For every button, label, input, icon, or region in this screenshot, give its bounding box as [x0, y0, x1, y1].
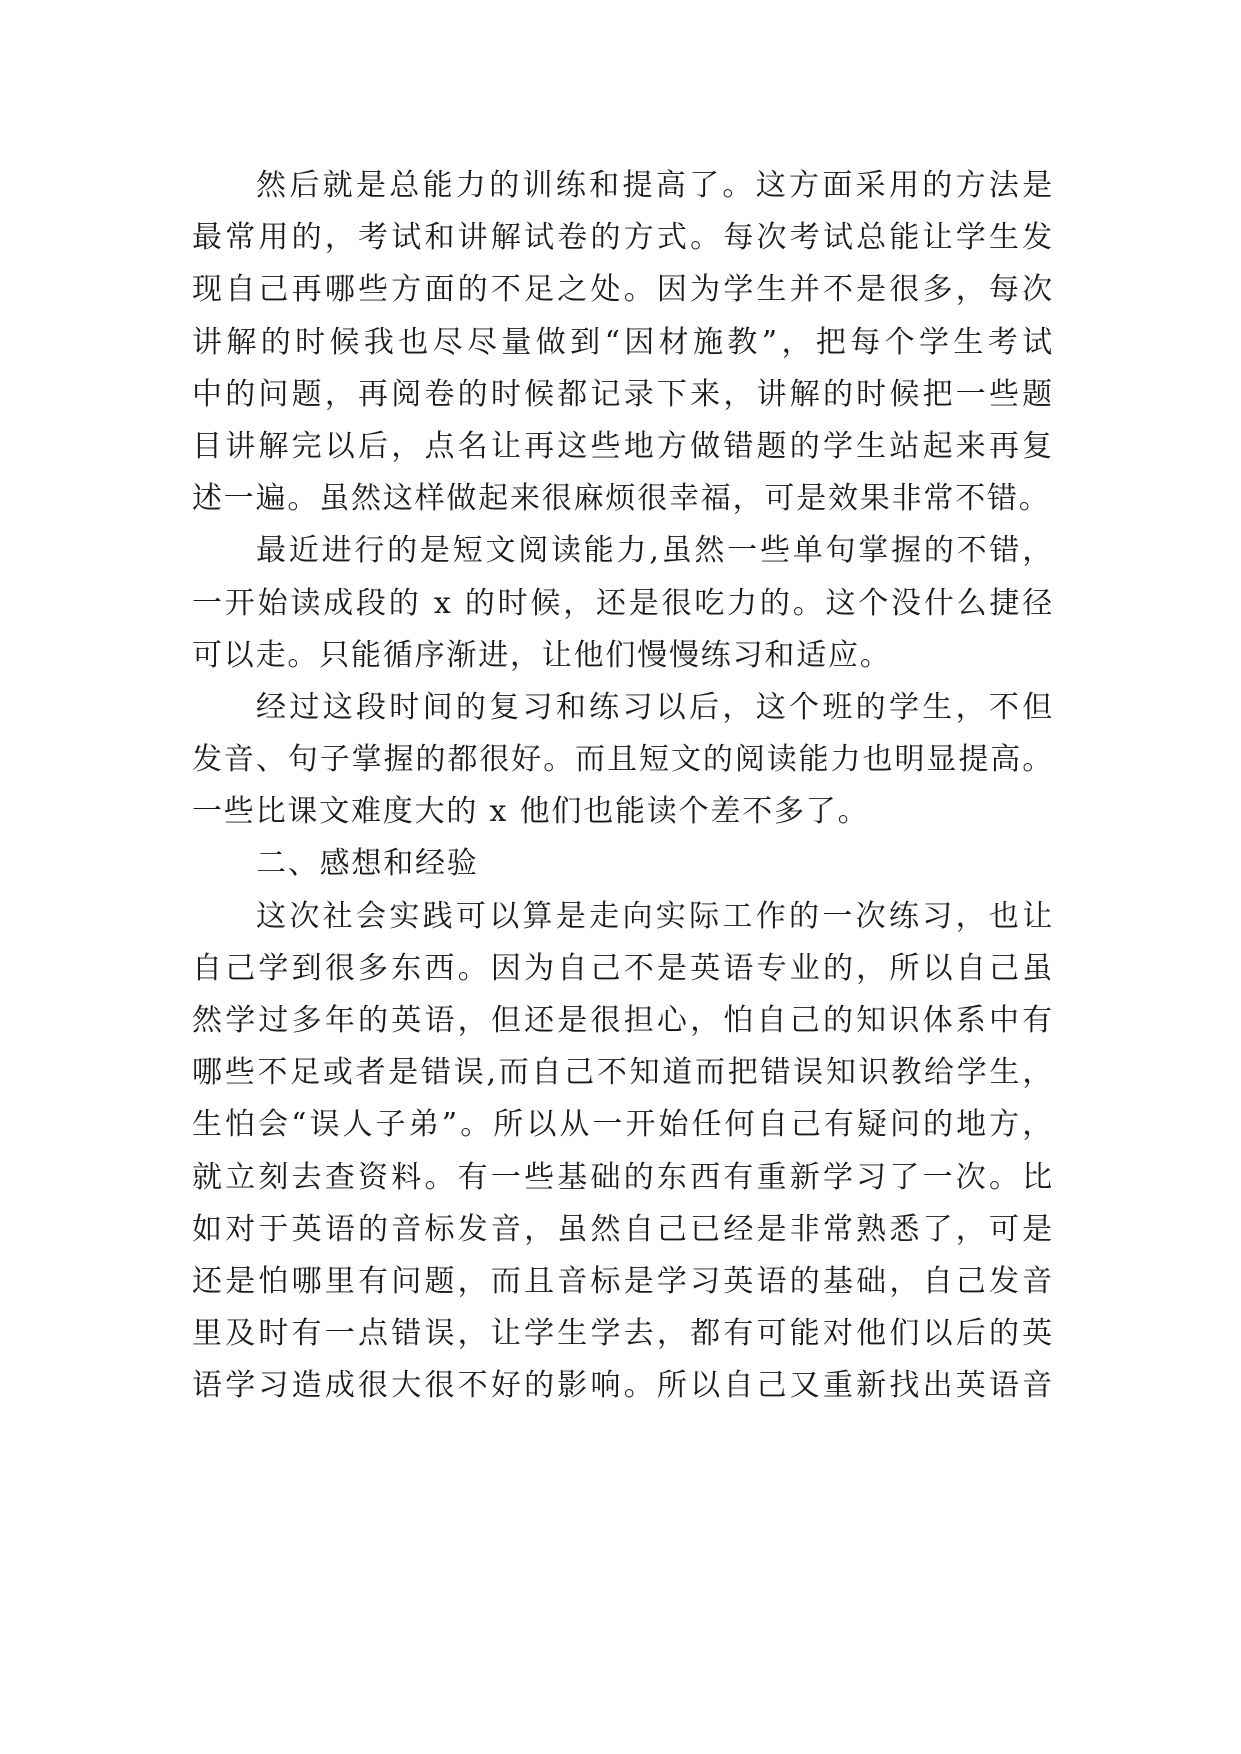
text-line: 发音、句子掌握的都很好。而且短文的阅读能力也明显提高。	[192, 742, 1054, 778]
text-line: 语学习造成很大很不好的影响。所以自己又重新找出英语音	[192, 1368, 1054, 1404]
text-line: 现自己再哪些方面的不足之处。因为学生并不是很多，每次	[192, 272, 1054, 308]
text-line: 还是怕哪里有问题，而且音标是学习英语的基础，自己发音	[192, 1263, 1054, 1299]
text-line: 如对于英语的音标发音，虽然自己已经是非常熟悉了，可是	[192, 1211, 1054, 1247]
body-text	[192, 160, 1054, 1413]
text-line: 可以走。只能循序渐进，让他们慢慢练习和适应。	[192, 637, 892, 673]
paragraph-first-line: 最近进行的是短文阅读能力,虽然一些单句掌握的不错，	[256, 533, 1054, 569]
text-line: 哪些不足或者是错误,而自己不知道而把错误知识教给学生，	[192, 1055, 1054, 1091]
text-line: 生怕会“误人子弟”。所以从一开始任何自己有疑问的地方，	[192, 1107, 1054, 1143]
text-line: 然学过多年的英语，但还是很担心，怕自己的知识体系中有	[192, 1003, 1054, 1038]
paragraph-first-line: 然后就是总能力的训练和提高了。这方面采用的方法是	[256, 168, 1054, 203]
text-line: 自己学到很多东西。因为自己不是英语专业的，所以自己虽	[192, 950, 1054, 986]
text-line: 目讲解完以后，点名让再这些地方做错题的学生站起来再复	[192, 428, 1054, 464]
paragraph-first-line: 这次社会实践可以算是走向实际工作的一次练习，也让	[256, 898, 1054, 934]
text-line: 里及时有一点错误，让学生学去，都有可能对他们以后的英	[192, 1316, 1054, 1352]
text-line: 最常用的，考试和讲解试卷的方式。每次考试总能让学生发	[192, 220, 1054, 256]
paragraph-first-line: 二、感想和经验	[256, 846, 479, 882]
text-line: 讲解的时候我也尽尽量做到“因材施教”，把每个学生考试	[192, 324, 1054, 360]
text-line: 一开始读成段的 x 的时候，还是很吃力的。这个没什么捷径	[192, 585, 1054, 621]
text-line: 中的问题，再阅卷的时候都记录下来，讲解的时候把一些题	[192, 376, 1054, 412]
paragraph-first-line: 经过这段时间的复习和练习以后，这个班的学生，不但	[256, 689, 1054, 725]
text-line: 就立刻去查资料。有一些基础的东西有重新学习了一次。比	[192, 1159, 1054, 1195]
text-line: 一些比课文难度大的 x 他们也能读个差不多了。	[192, 794, 870, 830]
text-line: 述一遍。虽然这样做起来很麻烦很幸福，可是效果非常不错。	[192, 481, 1051, 517]
